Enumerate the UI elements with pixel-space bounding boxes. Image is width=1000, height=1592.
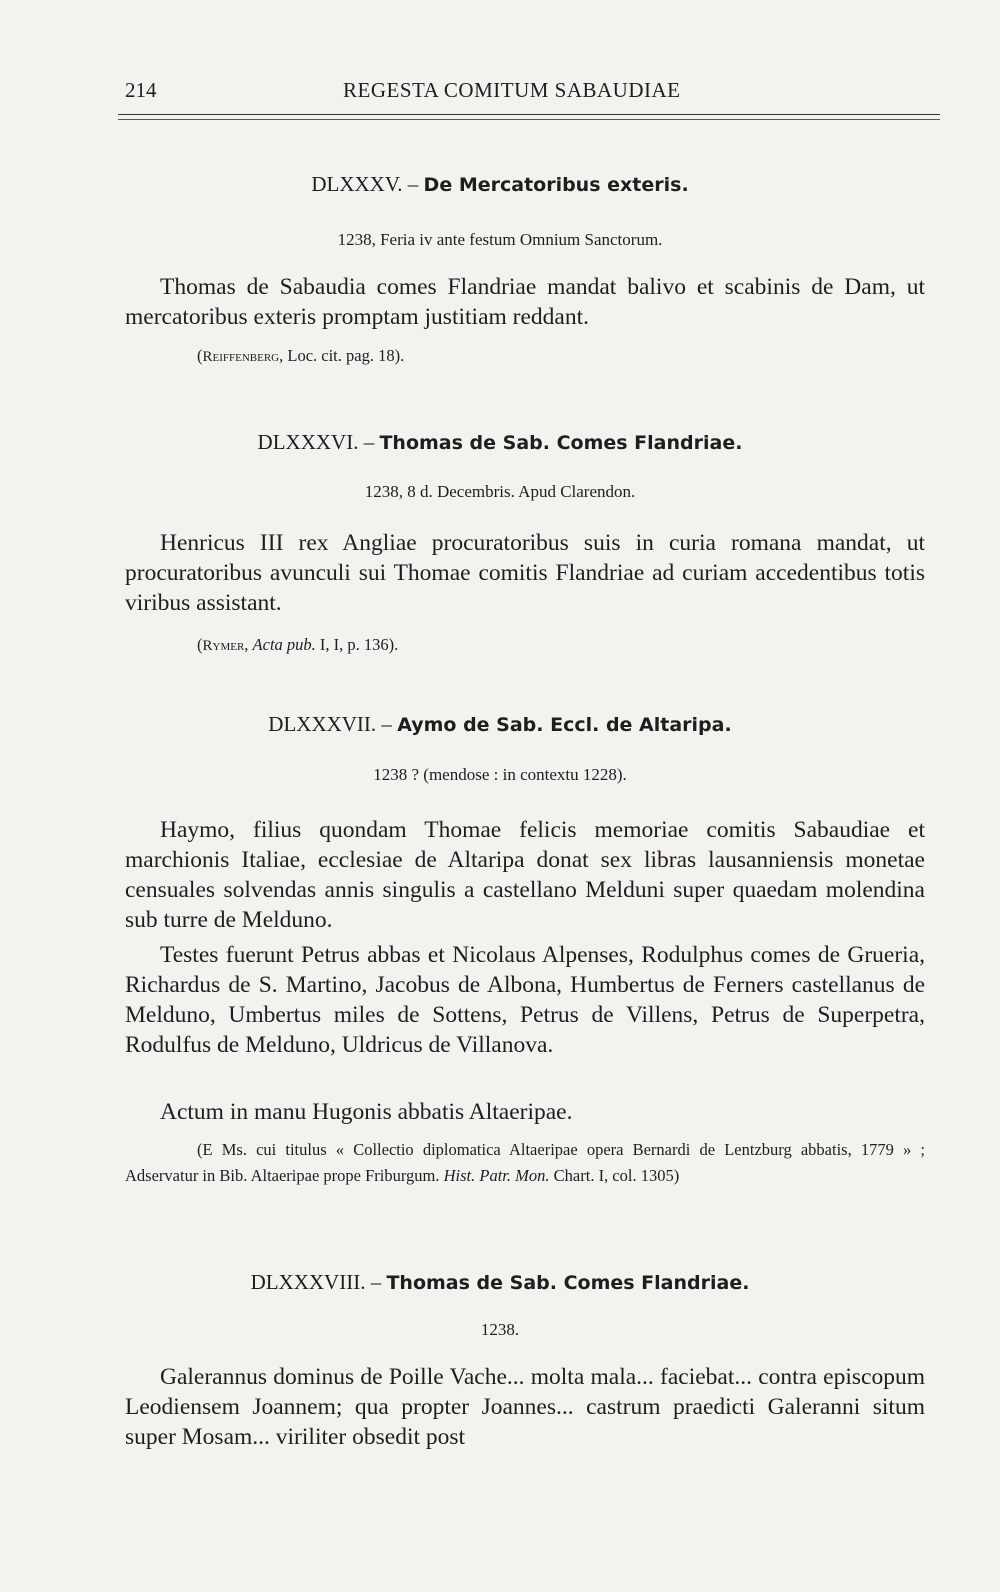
page-number: 214 xyxy=(125,78,157,102)
source-paren: ( xyxy=(197,635,203,654)
source-citation: (E Ms. cui titulus « Collectio diplomatica Altaeripae opera Bernardi de Lentzburg abbatis, 1779 » ; Adservatur in Bib. Altaeripae prope Friburgum. xyxy=(125,1140,925,1185)
running-title: REGESTA COMITUM SABAUDIAE xyxy=(343,78,681,102)
source-sep: , xyxy=(244,635,253,654)
entry-title: De Mercatoribus exteris. xyxy=(423,174,689,196)
entry-text: Henricus III rex Angliae procuratoribus suis in curia romana mandat, ut procuratoribus avunculi sui Thomae comitis Flandriae ad curiam accedentibus totis viribus assistant. xyxy=(125,530,925,616)
source-citation: , Loc. cit. pag. 18). xyxy=(279,346,405,365)
entry-number: DLXXXVIII. – xyxy=(250,1270,382,1294)
entry-heading xyxy=(0,430,1000,455)
source-citation-end: Chart. I, col. 1305) xyxy=(549,1166,680,1185)
entry-text: Thomas de Sabaudia comes Flandriae mandat balivo et scabinis de Dam, ut mercatoribus exteris promptam justitiam reddant. xyxy=(125,274,925,330)
entry-number: DLXXXVII. – xyxy=(268,712,392,736)
entry-actum: Actum in manu Hugonis abbatis Altaeripae. xyxy=(160,1099,573,1125)
entry-source xyxy=(125,632,925,659)
source-author: Reiffenberg xyxy=(202,349,280,365)
entry-title: Thomas de Sab. Comes Flandriae. xyxy=(386,1272,750,1294)
source-citation: I, I, p. 136). xyxy=(315,635,399,654)
source-work: Acta pub. xyxy=(252,635,316,654)
entry-date: 1238. xyxy=(480,1320,520,1339)
entry-number: DLXXXVI. – xyxy=(257,430,375,454)
entry-number: DLXXXV. – xyxy=(311,172,419,196)
entry-date: 1238, Feria iv ante festum Omnium Sanctorum. xyxy=(337,230,663,249)
entry-text: Haymo, filius quondam Thomae felicis memoriae comitis Sabaudiae et marchionis Italiae, ecclesiae de Altaripa donat sex libras lausanniensis monetae censuales solvendas annis singulis a castellano Melduni super quaedam molendina sub turre de Melduno. xyxy=(125,817,925,933)
entry-date: 1238, 8 d. Decembris. Apud Clarendon. xyxy=(364,482,636,501)
source-paren: ( xyxy=(197,346,203,365)
entry-source xyxy=(125,343,925,370)
entry-title: Aymo de Sab. Eccl. de Altaripa. xyxy=(397,714,732,736)
header-rule-thin xyxy=(118,119,940,120)
entry-heading xyxy=(0,712,1000,737)
entry-source xyxy=(125,1137,925,1189)
entry-title: Thomas de Sab. Comes Flandriae. xyxy=(379,432,743,454)
source-author: Rymer xyxy=(202,638,245,654)
entry-witnesses: Testes fuerunt Petrus abbas et Nicolaus Alpenses, Rodulphus comes de Grueria, Richardus de S. Martino, Jacobus de Albona, Humbertus de Ferners castellanus de Melduno, Umbertus miles de Sottens, Petrus de Villens, Petrus de Superpetra, Rodulfus de Melduno, Uldricus de Villanova. xyxy=(125,942,925,1058)
entry-date: 1238 ? (mendose : in contextu 1228). xyxy=(373,765,627,784)
entry-heading xyxy=(0,1270,1000,1295)
source-work: Hist. Patr. Mon. xyxy=(443,1166,550,1185)
header-rule xyxy=(118,114,940,115)
entry-heading xyxy=(0,172,1000,197)
entry-text: Galerannus dominus de Poille Vache... molta mala... faciebat... contra episcopum Leodiensem Joannem; qua propter Joannes... castrum praedicti Galeranni situm super Mosam... viriliter obsedit post xyxy=(125,1364,925,1450)
